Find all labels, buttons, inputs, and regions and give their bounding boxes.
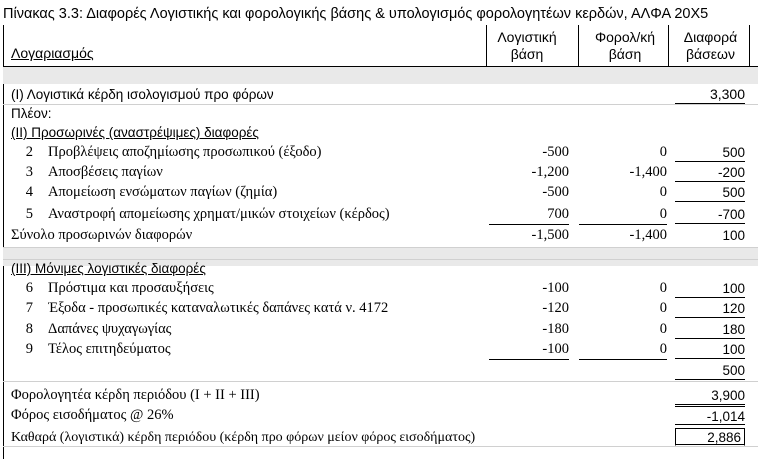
cell-book-basis: -180 (542, 321, 569, 337)
table-row (3, 340, 758, 359)
table-row (3, 183, 758, 202)
row-label (11, 361, 486, 380)
header-tax-basis (581, 25, 669, 66)
cell-book-basis (489, 123, 569, 142)
table-title: Πίνακας 3.3: Διαφορές Λογιστικής και φορολογικής βάσης & υπολογισμός φορολογητέων κερδών, ΑΛΦΑ 20Χ5 (3, 6, 709, 22)
cell-tax-basis (579, 85, 667, 104)
cell-tax-basis: 0 (659, 321, 667, 337)
cell-tax-basis (579, 428, 667, 448)
cell-tax-basis: 0 (659, 144, 667, 160)
cell-tax-basis: 0 (659, 280, 667, 296)
row-label: Απομείωση ενσώματων παγίων (ζημία) (48, 184, 278, 200)
row-number: 9 (25, 341, 33, 357)
header-book-basis (489, 25, 565, 66)
cell-diff-basis: 500 (675, 143, 745, 162)
row-label: (ΙΙ) Προσωρινές (αναστρέψιμες) διαφορές (11, 125, 259, 140)
cell-diff-basis: 500 (675, 183, 745, 202)
cell-book-basis: -500 (542, 184, 569, 200)
cell-diff-basis: 3,900 (675, 386, 745, 405)
cell-diff-basis: -700 (675, 205, 745, 224)
row-label: Αποσβέσεις παγίων (48, 164, 163, 180)
row-separator (3, 247, 758, 248)
header-tax-line1: Φορολ/κή (594, 28, 656, 45)
header-diff-line2: βάσεων (686, 45, 735, 62)
row-separator (3, 259, 758, 260)
row-label: Πλέον: (11, 106, 52, 121)
row-number: 5 (25, 206, 33, 222)
cell-tax-basis (579, 104, 667, 123)
table-row (3, 259, 758, 278)
row-label: Πρόστιμα και προσαυξήσεις (48, 280, 214, 296)
header-account: Λογαριασμός (11, 45, 94, 61)
cell-diff-basis: 120 (675, 299, 745, 318)
cell-book-basis (489, 406, 569, 425)
table-row (3, 406, 758, 425)
cell-book-basis (489, 259, 569, 278)
cell-tax-basis (579, 259, 667, 278)
row-number: 8 (25, 321, 33, 337)
header-tax-line2: βάση (608, 45, 642, 62)
row-label: Τέλος επιτηδεύματος (48, 341, 171, 357)
row-separator (3, 381, 758, 382)
cell-tax-basis: -1,400 (629, 227, 667, 243)
cell-diff-basis: 100 (722, 228, 745, 243)
row-separator (3, 104, 758, 105)
cell-diff-basis: 100 (675, 279, 745, 298)
row-number: 4 (25, 184, 33, 200)
row-label: (ΙΙΙ) Μόνιμες λογιστικές διαφορές (11, 261, 206, 276)
cell-book-basis: -500 (542, 144, 569, 160)
blank-shaded-row (3, 67, 758, 84)
table-row (3, 123, 758, 142)
gridline-tax (578, 25, 579, 66)
row-number: 3 (25, 164, 33, 180)
table-row (3, 85, 758, 104)
cell-book-basis: -120 (542, 300, 569, 316)
cell-book-basis (489, 104, 569, 123)
row-label: Καθαρά (λογιστικά) κέρδη περιόδου (κέρδη προ φόρων μείον φόρος εισοδήματος) (11, 430, 476, 445)
row-separator (3, 446, 758, 447)
cell-tax-basis: 0 (659, 184, 667, 200)
cell-tax-basis (579, 386, 667, 405)
cell-tax-basis (579, 123, 667, 142)
cell-tax-basis: 0 (659, 300, 667, 316)
row-label: Φορολογητέα κέρδη περιόδου (Ι + ΙΙ + ΙΙΙ) (11, 387, 260, 403)
cell-diff-basis (671, 259, 745, 278)
header-book-line1: Λογιστική (497, 28, 557, 45)
header-diff-line1: Διαφορά (683, 28, 738, 45)
cell-diff-basis: 3,300 (675, 85, 745, 104)
row-number: 7 (25, 300, 33, 316)
cell-diff-basis: -1,014 (675, 406, 745, 425)
cell-book-basis: -100 (542, 280, 569, 296)
cell-diff-basis: 500 (675, 361, 745, 380)
table-row (3, 279, 758, 298)
table-row (3, 205, 758, 224)
table-header (3, 25, 758, 67)
cell-diff-basis (671, 123, 745, 142)
row-label: Δαπάνες ψυχαγωγίας (48, 321, 172, 337)
cell-tax-basis: -1,400 (629, 164, 667, 180)
cell-book-basis (489, 428, 569, 448)
cell-diff-basis (671, 104, 745, 123)
table-row (3, 320, 758, 339)
cell-book-basis (489, 386, 569, 405)
cell-diff-basis: -200 (675, 163, 745, 182)
gridline-diff (668, 25, 669, 66)
table-row (3, 428, 758, 448)
cell-book-basis: -100 (489, 340, 569, 360)
cell-tax-basis (579, 361, 667, 380)
header-book-line2: βάση (510, 45, 544, 62)
cell-tax-basis: 0 (579, 340, 667, 360)
row-number: 6 (25, 280, 33, 296)
row-label: Προβλέψεις αποζημίωσης προσωπικού (έξοδο) (48, 144, 322, 160)
cell-book-basis (489, 361, 569, 380)
cell-diff-basis: 100 (675, 340, 745, 359)
cell-book-basis (489, 85, 569, 104)
row-label: Αναστροφή απομείωσης χρηματ/μικών στοιχείων (κέρδος) (48, 206, 390, 222)
row-label: Φόρος εισοδήματος @ 26% (11, 407, 174, 423)
table-row (3, 104, 758, 123)
cell-tax-basis (579, 406, 667, 425)
cell-book-basis: -1,500 (531, 227, 569, 243)
table-row (3, 143, 758, 162)
cell-tax-basis: 0 (579, 205, 667, 225)
row-label: Έξοδα - προσωπικές καταναλωτικές δαπάνες κατά ν. 4172 (48, 300, 389, 316)
gridline-book (486, 25, 487, 66)
cell-book-basis: -1,200 (531, 164, 569, 180)
row-number: 2 (25, 144, 33, 160)
gridline-right (749, 25, 750, 66)
cell-diff-basis: 2,886 (675, 428, 745, 447)
cell-book-basis: 700 (489, 205, 569, 225)
row-label: Σύνολο προσωρινών διαφορών (11, 227, 193, 243)
table-row (3, 361, 758, 380)
row-label: (Ι) Λογιστικά κέρδη ισολογισμού προ φόρων (11, 87, 274, 102)
cell-diff-basis: 180 (675, 320, 745, 339)
table-row (3, 386, 758, 405)
table-row (3, 299, 758, 318)
header-diff-basis (672, 25, 749, 66)
table-row (3, 226, 758, 245)
table-row (3, 163, 758, 182)
